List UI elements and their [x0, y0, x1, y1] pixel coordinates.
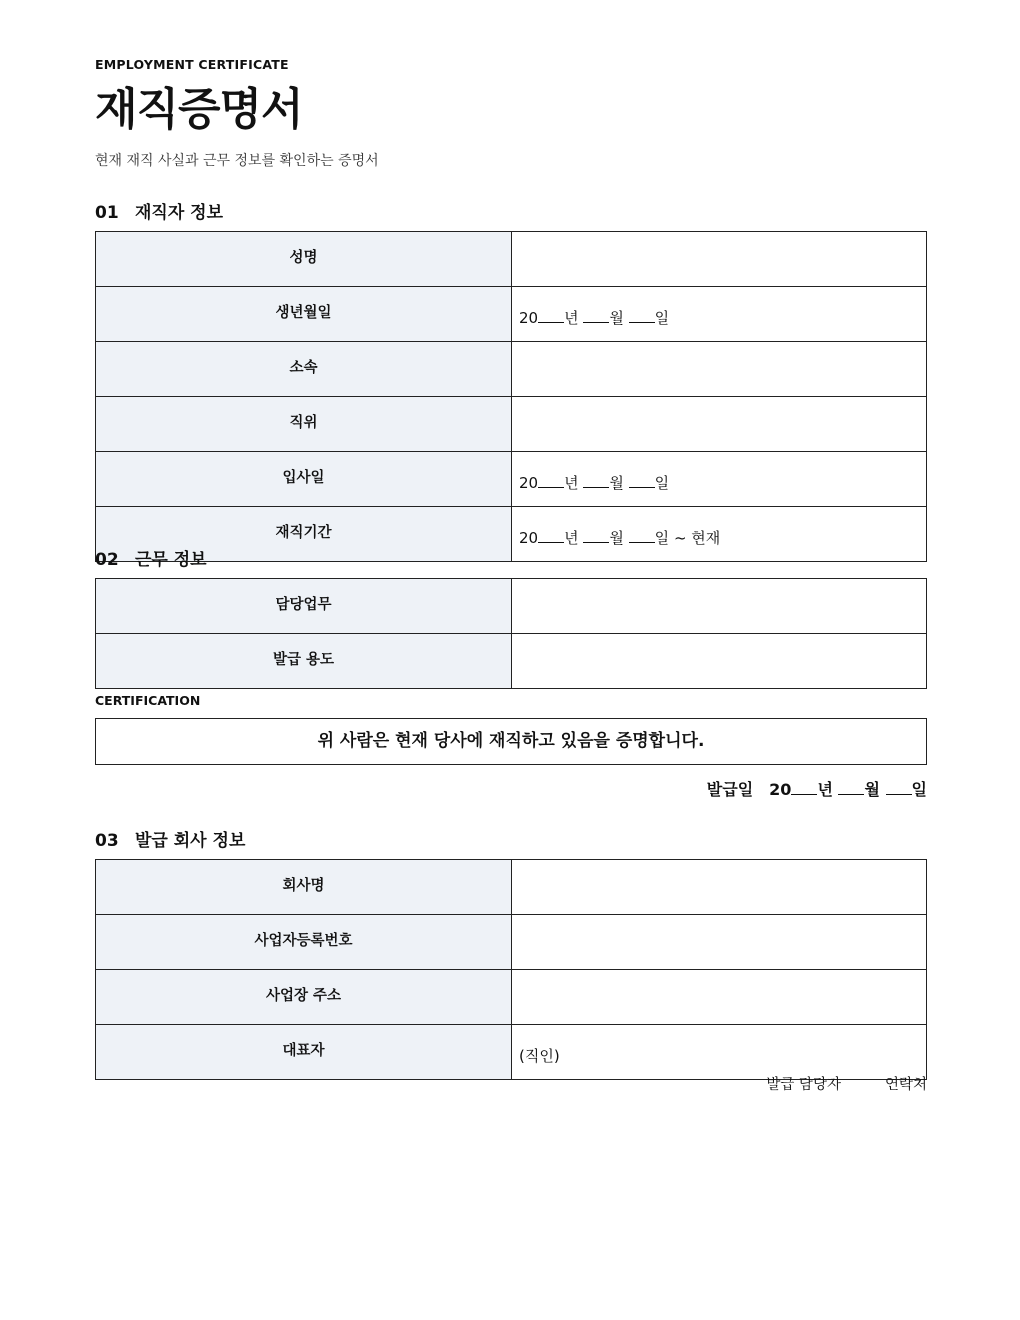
table-row	[96, 579, 927, 634]
table-row	[96, 860, 927, 915]
field-business-number[interactable]	[512, 915, 927, 970]
date-prefix: 20	[519, 473, 539, 492]
date-prefix: 20	[519, 308, 539, 327]
section-title: 발급 회사 정보	[135, 831, 246, 851]
date-day-unit: 일	[654, 528, 670, 547]
company-info-table	[95, 859, 927, 1080]
section-title: 근무 정보	[135, 550, 207, 570]
blank-year[interactable]	[791, 780, 817, 795]
field-hire-date[interactable]	[512, 452, 927, 507]
issuer-contact	[766, 1073, 927, 1094]
field-birthdate[interactable]	[512, 287, 927, 342]
label-name: 성명	[96, 232, 512, 287]
blank-day[interactable]	[629, 308, 655, 323]
page-subtitle: 현재 재직 사실과 근무 정보를 확인하는 증명서	[95, 153, 379, 169]
table-row	[96, 507, 927, 562]
label-hire-date: 입사일	[96, 452, 512, 507]
section-company-heading	[95, 826, 245, 851]
date-day-unit: 일	[654, 308, 670, 327]
table-row	[96, 287, 927, 342]
issue-date	[707, 777, 927, 800]
blank-day[interactable]	[629, 528, 655, 543]
blank-month[interactable]	[583, 528, 609, 543]
field-company-name[interactable]	[512, 860, 927, 915]
field-business-address[interactable]	[512, 970, 927, 1025]
date-month-unit: 월	[609, 528, 624, 547]
field-department[interactable]	[512, 342, 927, 397]
issue-date-label: 발급일	[706, 780, 754, 799]
table-row	[96, 634, 927, 689]
date-month-unit: 월	[609, 308, 624, 327]
table-row	[96, 397, 927, 452]
label-position: 직위	[96, 397, 512, 452]
date-day-unit: 일	[911, 780, 927, 799]
issuer-label: 발급 담당자	[766, 1077, 841, 1093]
employee-info-table	[95, 231, 927, 562]
blank-day[interactable]	[629, 473, 655, 488]
field-representative-seal[interactable]: (직인)	[512, 1025, 927, 1080]
section-number: 02	[95, 550, 119, 570]
blank-year[interactable]	[538, 528, 564, 543]
table-row	[96, 970, 927, 1025]
label-business-number: 사업자등록번호	[96, 915, 512, 970]
label-employment-period: 재직기간	[96, 507, 512, 562]
blank-year[interactable]	[538, 308, 564, 323]
label-purpose: 발급 용도	[96, 634, 512, 689]
date-day-unit: 일	[654, 473, 670, 492]
date-prefix: 20	[769, 780, 792, 799]
table-row	[96, 1025, 927, 1080]
certification-label: CERTIFICATION	[95, 693, 201, 708]
doc-eyebrow: EMPLOYMENT CERTIFICATE	[95, 57, 289, 72]
date-year-unit: 년	[564, 528, 579, 547]
section-employee-heading	[95, 198, 223, 223]
date-month-unit: 월	[609, 473, 624, 492]
blank-day[interactable]	[886, 780, 912, 795]
field-position[interactable]	[512, 397, 927, 452]
blank-year[interactable]	[538, 473, 564, 488]
page-title: 재직증명서	[95, 84, 303, 135]
blank-month[interactable]	[583, 473, 609, 488]
section-number: 03	[95, 831, 119, 851]
section-number: 01	[95, 203, 119, 223]
table-row	[96, 915, 927, 970]
label-duties: 담당업무	[96, 579, 512, 634]
table-row	[96, 452, 927, 507]
section-title: 재직자 정보	[135, 203, 224, 223]
date-year-unit: 년	[564, 473, 579, 492]
contact-label: 연락처	[884, 1077, 927, 1093]
work-info-table	[95, 578, 927, 689]
date-prefix: 20	[519, 528, 539, 547]
date-month-unit: 월	[864, 780, 880, 799]
blank-month[interactable]	[583, 308, 609, 323]
certification-statement: 위 사람은 현재 당사에 재직하고 있음을 증명합니다.	[95, 718, 927, 765]
date-year-unit: 년	[564, 308, 579, 327]
date-year-unit: 년	[817, 780, 833, 799]
label-company-name: 회사명	[96, 860, 512, 915]
table-row	[96, 232, 927, 287]
field-name[interactable]	[512, 232, 927, 287]
label-business-address: 사업장 주소	[96, 970, 512, 1025]
section-work-heading	[95, 545, 207, 570]
field-duties[interactable]	[512, 579, 927, 634]
field-purpose[interactable]	[512, 634, 927, 689]
table-row	[96, 342, 927, 397]
field-employment-period[interactable]	[512, 507, 927, 562]
label-birthdate: 생년월일	[96, 287, 512, 342]
until-now-text: ~ 현재	[673, 528, 721, 547]
label-representative: 대표자	[96, 1025, 512, 1080]
label-department: 소속	[96, 342, 512, 397]
blank-month[interactable]	[838, 780, 864, 795]
